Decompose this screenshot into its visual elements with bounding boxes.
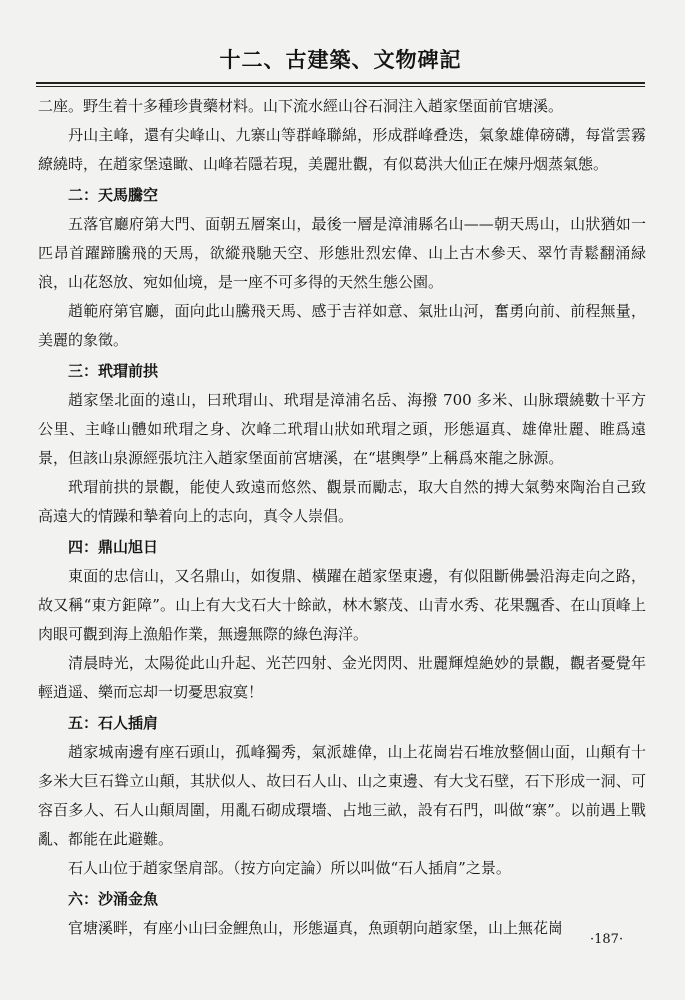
paragraph: 東面的忠信山，又名鼎山，如復鼎、橫躍在趙家堡東邊，有似阻斷佛曇沿海走向之路，故又稱“東方鉅障”。山上有大戈石大十餘畝，林木繁茂、山青水秀、花果飄香、在山頂峰上肉眼可觀到海上漁船作業，無邊無際的綠色海洋。 bbox=[38, 567, 646, 643]
section-heading: 四：鼎山旭日 bbox=[68, 538, 159, 556]
paragraph: 丹山主峰，還有尖峰山、九寨山等群峰聯綿，形成群峰叠迭，氣象雄偉磅礴，每當雲霧繚繞時，在趙家堡遠瞰、山峰若隱若現，美麗壯觀，有似葛洪大仙正在煉丹烟蒸氣態。 bbox=[38, 126, 646, 173]
paragraph: 趙家堡北面的遠山，曰玳瑁山、玳瑁是漳浦名岳、海撥 700 多米、山脉環繞數十平方公里、主峰山體如玳瑁之身、次峰二玳瑁山狀如玳瑁之頭，形態逼真、雄偉壯麗、睢爲遠景，但該山泉源經張坑注入趙家堡面前宮塘溪，在“堪輿學”上稱爲來龍之脉源。 bbox=[38, 391, 646, 467]
page-number: ·187· bbox=[590, 932, 624, 947]
paragraph: 清晨時光，太陽從此山升起、光芒四射、金光閃閃、壯麗輝煌絶妙的景觀，觀者憂覺年輕逍遥、樂而忘却一切憂思寂寞！ bbox=[38, 654, 646, 701]
paragraph: 二座。野生着十多種珍貴藥材料。山下流水經山谷石洞注入趙家堡面前官塘溪。 bbox=[38, 97, 564, 115]
paragraph: 石人山位于趙家堡肩部。（按方向定論）所以叫做“石人插肩”之景。 bbox=[68, 859, 511, 877]
chapter-title: 十二、古建築、文物碑記 bbox=[219, 47, 462, 72]
paragraph: 五落官廳府第大門、面朝五層案山，最後一層是漳浦縣名山——朝天馬山，山狀猶如一匹昂首躍蹄騰飛的天馬，欲縱飛馳天空、形態壯烈宏偉、山上古木參天、翠竹青鬆翻涌緑浪，山花怒放、宛如仙境，是一座不可多得的天然生態公園。 bbox=[38, 215, 646, 291]
running-header bbox=[36, 40, 645, 84]
body-text bbox=[38, 92, 646, 943]
section-heading: 三：玳瑁前拱 bbox=[68, 362, 159, 380]
paragraph: 玳瑁前拱的景觀，能使人致遠而悠然、觀景而勵志，取大自然的搏大氣勢來陶治自己致高遠大的情躁和摯着向上的志向，真令人崇倡。 bbox=[38, 478, 646, 525]
section-heading: 二：天馬騰空 bbox=[68, 186, 159, 204]
paragraph: 趙範府第官廳，面向此山騰飛天馬、感于吉祥如意、氣壯山河，奮勇向前、前程無量，美麗的象徵。 bbox=[38, 302, 646, 349]
section-heading: 五：石人插肩 bbox=[68, 714, 159, 732]
paragraph: 官塘溪畔，有座小山曰金鯉魚山，形態逼真，魚頭朝向趙家堡，山上無花崗 bbox=[68, 919, 564, 937]
section-heading: 六：沙涌金魚 bbox=[68, 890, 159, 908]
paragraph: 趙家城南邊有座石頭山，孤峰獨秀，氣派雄偉，山上花崗岩石堆放整個山面，山顛有十多米大巨石聳立山顛，其狀似人、故曰石人山、山之東邊、有大戈石壁，石下形成一洞、可容百多人、石人山顛周圍，用亂石砌成環墻、占地三畝，設有石門，叫做“寨”。以前遇上戰亂、都能在此避難。 bbox=[38, 743, 646, 848]
header-rule bbox=[36, 86, 645, 87]
